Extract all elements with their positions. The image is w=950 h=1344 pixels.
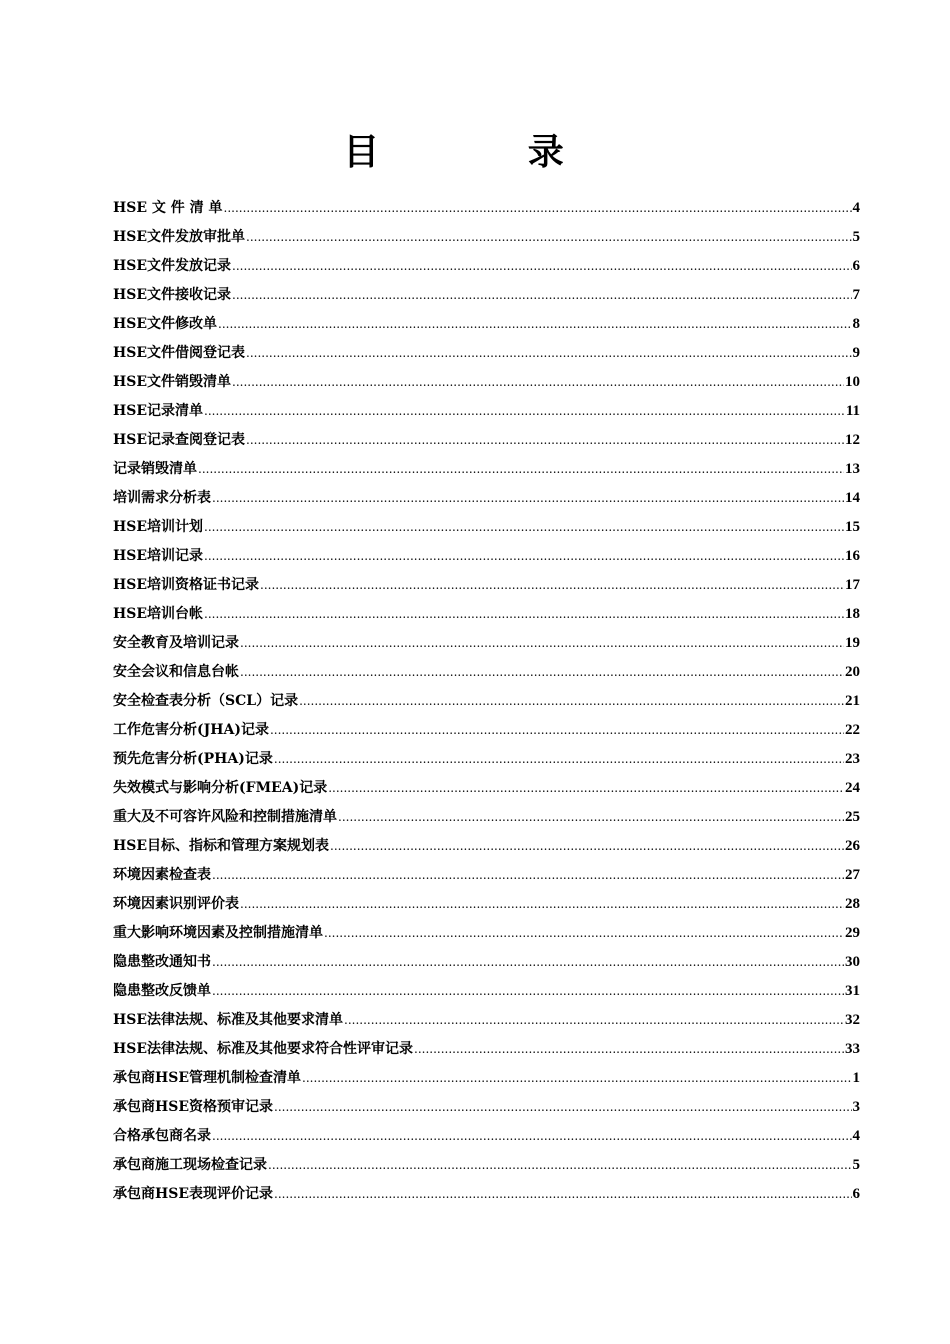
toc-entry-page: 1 [852, 1070, 860, 1086]
toc-entry-page: 22 [845, 722, 860, 738]
toc-entry-label: 记录销毁清单 [113, 461, 197, 477]
toc-leader-dots [246, 339, 851, 368]
toc-entry[interactable] [113, 1093, 860, 1122]
toc-entry-page: 6 [852, 258, 860, 274]
toc-entry-label: HSE培训计划 [113, 519, 204, 535]
toc-entry[interactable] [113, 397, 860, 426]
toc-entry-label: 安全教育及培训记录 [113, 635, 239, 651]
toc-entry-page: 24 [845, 780, 860, 796]
toc-entry[interactable] [113, 600, 860, 629]
toc-entry-label: 环境因素检查表 [113, 867, 211, 883]
toc-leader-dots [218, 310, 851, 339]
toc-leader-dots [330, 832, 844, 861]
table-of-contents [113, 194, 860, 1209]
toc-leader-dots [240, 658, 844, 687]
toc-leader-dots [204, 542, 844, 571]
toc-leader-dots [212, 1122, 852, 1151]
toc-leader-dots [299, 687, 844, 716]
toc-leader-dots [414, 1035, 844, 1064]
toc-entry-label: HSE文件借阅登记表 [113, 345, 246, 361]
toc-leader-dots [344, 1006, 844, 1035]
toc-entry[interactable] [113, 658, 860, 687]
toc-entry[interactable] [113, 832, 860, 861]
toc-entry[interactable] [113, 455, 860, 484]
toc-leader-dots [240, 629, 844, 658]
toc-entry-label: HSE记录查阅登记表 [113, 432, 246, 448]
toc-entry-page: 31 [845, 983, 860, 999]
toc-entry-label: HSE目标、指标和管理方案规划表 [113, 838, 330, 854]
toc-entry-label: 隐患整改反馈单 [113, 983, 211, 999]
toc-leader-dots [302, 1064, 851, 1093]
toc-entry[interactable] [113, 1151, 860, 1180]
toc-entry-label: 承包商施工现场检查记录 [113, 1157, 267, 1173]
toc-entry-label: HSE培训记录 [113, 548, 204, 564]
toc-entry-label: 隐患整改通知书 [113, 954, 211, 970]
toc-entry-page: 27 [845, 867, 860, 883]
toc-leader-dots [274, 745, 844, 774]
toc-entry[interactable] [113, 194, 860, 223]
toc-entry[interactable] [113, 629, 860, 658]
toc-entry[interactable] [113, 281, 860, 310]
toc-entry[interactable] [113, 774, 860, 803]
toc-entry[interactable] [113, 571, 860, 600]
toc-entry-page: 7 [852, 287, 860, 303]
toc-entry[interactable] [113, 919, 860, 948]
toc-leader-dots [246, 426, 844, 455]
toc-entry-label: HSE培训台帐 [113, 606, 204, 622]
toc-entry-label: 培训需求分析表 [113, 490, 211, 506]
toc-entry[interactable] [113, 513, 860, 542]
toc-entry[interactable] [113, 426, 860, 455]
toc-entry-label: 重大影响环境因素及控制措施清单 [113, 925, 323, 941]
toc-entry-page: 32 [845, 1012, 860, 1028]
toc-entry-label: HSE文件发放记录 [113, 258, 232, 274]
toc-entry-page: 23 [845, 751, 860, 767]
toc-entry-label: HSE 文 件 清 单 [113, 200, 223, 216]
toc-entry-page: 14 [845, 490, 860, 506]
toc-entry[interactable] [113, 484, 860, 513]
toc-entry-label: 承包商HSE资格预审记录 [113, 1099, 274, 1115]
toc-entry-label: HSE法律法规、标准及其他要求清单 [113, 1012, 344, 1028]
toc-leader-dots [328, 774, 844, 803]
toc-entry-label: HSE培训资格证书记录 [113, 577, 260, 593]
page-title: 目 录 [343, 131, 632, 173]
toc-leader-dots [270, 716, 844, 745]
toc-entry-label: 合格承包商名录 [113, 1128, 211, 1144]
toc-entry-label: HSE法律法规、标准及其他要求符合性评审记录 [113, 1041, 414, 1057]
toc-entry-label: 承包商HSE管理机制检查清单 [113, 1070, 302, 1086]
toc-leader-dots [198, 455, 844, 484]
toc-entry-page: 5 [852, 229, 860, 245]
toc-leader-dots [324, 919, 844, 948]
toc-entry-label: HSE文件销毁清单 [113, 374, 232, 390]
toc-entry-page: 3 [852, 1099, 860, 1115]
toc-leader-dots [274, 1093, 851, 1122]
toc-entry-page: 12 [845, 432, 860, 448]
toc-entry-label: HSE记录清单 [113, 403, 204, 419]
toc-entry-label: 预先危害分析(PHA)记录 [113, 751, 273, 767]
toc-entry-page: 20 [845, 664, 860, 680]
toc-entry[interactable] [113, 948, 860, 977]
toc-leader-dots [240, 890, 844, 919]
toc-entry-page: 5 [852, 1157, 860, 1173]
toc-leader-dots [212, 861, 844, 890]
toc-leader-dots [212, 948, 844, 977]
toc-entry-label: HSE文件修改单 [113, 316, 218, 332]
toc-entry-page: 8 [852, 316, 860, 332]
toc-entry[interactable] [113, 368, 860, 397]
toc-entry-label: 承包商HSE表现评价记录 [113, 1186, 274, 1202]
toc-leader-dots [204, 600, 844, 629]
toc-entry-page: 29 [845, 925, 860, 941]
toc-leader-dots [338, 803, 844, 832]
toc-entry-label: 安全检查表分析（SCL）记录 [113, 693, 299, 709]
toc-entry[interactable] [113, 1064, 860, 1093]
toc-entry-label: HSE文件发放审批单 [113, 229, 246, 245]
toc-entry-page: 21 [845, 693, 860, 709]
toc-entry-page: 17 [845, 577, 860, 593]
toc-entry-page: 16 [845, 548, 860, 564]
toc-entry[interactable] [113, 1122, 860, 1151]
toc-entry-label: 重大及不可容许风险和控制措施清单 [113, 809, 337, 825]
toc-entry[interactable] [113, 542, 860, 571]
toc-leader-dots [204, 397, 845, 426]
toc-entry-page: 26 [845, 838, 860, 854]
toc-entry[interactable] [113, 1180, 860, 1209]
toc-entry-page: 11 [845, 403, 860, 419]
toc-entry-label: HSE文件接收记录 [113, 287, 232, 303]
toc-entry-page: 4 [852, 200, 860, 216]
toc-entry[interactable] [113, 252, 860, 281]
toc-entry[interactable] [113, 310, 860, 339]
toc-entry[interactable] [113, 339, 860, 368]
toc-entry[interactable] [113, 977, 860, 1006]
toc-entry-page: 30 [845, 954, 860, 970]
toc-entry-page: 15 [845, 519, 860, 535]
toc-entry[interactable] [113, 1035, 860, 1064]
toc-entry[interactable] [113, 687, 860, 716]
toc-entry[interactable] [113, 803, 860, 832]
toc-entry[interactable] [113, 861, 860, 890]
toc-entry-page: 19 [845, 635, 860, 651]
toc-leader-dots [232, 281, 851, 310]
toc-entry[interactable] [113, 1006, 860, 1035]
toc-leader-dots [246, 223, 851, 252]
toc-leader-dots [212, 484, 844, 513]
toc-entry-label: 环境因素识别评价表 [113, 896, 239, 912]
toc-leader-dots [204, 513, 844, 542]
toc-leader-dots [268, 1151, 852, 1180]
toc-entry-page: 10 [845, 374, 860, 390]
toc-entry-label: 失效模式与影响分析(FMEA)记录 [113, 780, 328, 796]
toc-leader-dots [274, 1180, 851, 1209]
toc-entry-page: 28 [845, 896, 860, 912]
toc-entry-page: 18 [845, 606, 860, 622]
toc-leader-dots [260, 571, 844, 600]
toc-entry[interactable] [113, 716, 860, 745]
toc-entry-page: 25 [845, 809, 860, 825]
toc-entry-label: 安全会议和信息台帐 [113, 664, 239, 680]
toc-entry-page: 6 [852, 1186, 860, 1202]
toc-entry-page: 33 [845, 1041, 860, 1057]
toc-entry[interactable] [113, 745, 860, 774]
toc-entry-page: 4 [852, 1128, 860, 1144]
toc-leader-dots [212, 977, 844, 1006]
toc-entry[interactable] [113, 890, 860, 919]
toc-leader-dots [224, 194, 852, 223]
toc-leader-dots [232, 368, 844, 397]
toc-entry[interactable] [113, 223, 860, 252]
toc-leader-dots [232, 252, 851, 281]
toc-entry-page: 13 [845, 461, 860, 477]
toc-entry-page: 9 [852, 345, 860, 361]
toc-entry-label: 工作危害分析(JHA)记录 [113, 722, 269, 738]
